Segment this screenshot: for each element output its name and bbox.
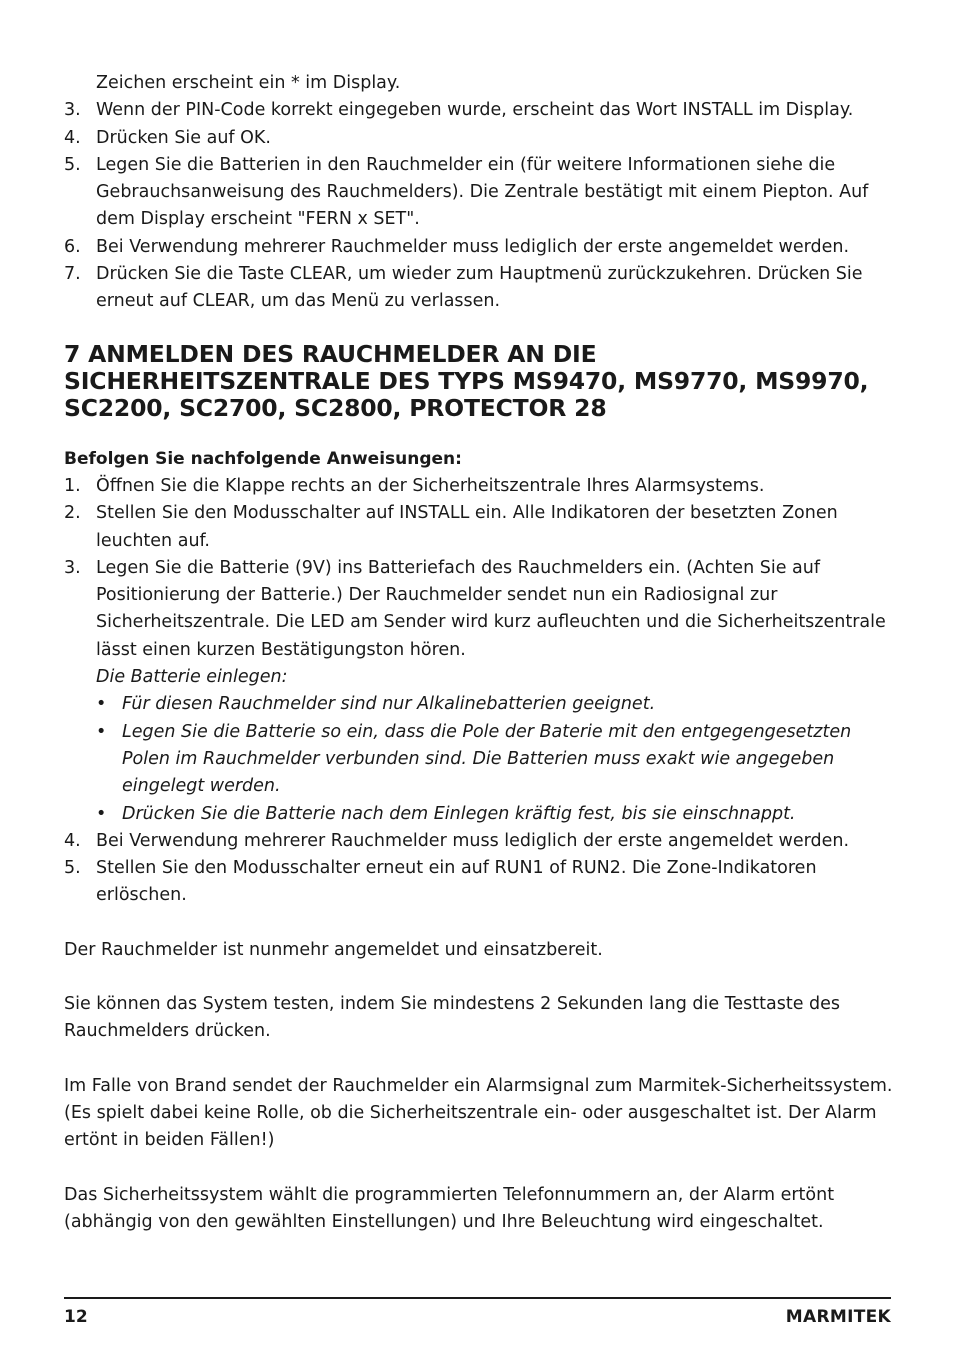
list-item [64, 152, 894, 234]
section-heading [64, 341, 894, 422]
bullet-text: Drücken Sie die Batterie nach dem Einlegen kräftig fest, bis sie einschnappt. [122, 803, 796, 824]
list-item [64, 261, 894, 316]
list-item [64, 828, 894, 855]
bullet-dot: • [96, 721, 107, 742]
step-text: Legen Sie die Batterie (9V) ins Batteriefach des Rauchmelders ein. (Achten Sie auf Positionierung der Batterie.) Der Rauchmelder sendet nun ein Radiosignal zur Sicherheitszentrale. Die LED am Sender wird kurz aufleuchten und die Sicherheitszentrale lässt einen kurzen Bestätigungston hören. [96, 557, 886, 660]
heading-line: SICHERHEITSZENTRALE DES TYPS MS9470, MS9770, MS9970, [64, 366, 869, 395]
step-number: 6. [64, 236, 81, 257]
bullet-item [96, 719, 894, 801]
paragraph: Der Rauchmelder ist nunmehr angemeldet und einsatzbereit. [64, 939, 603, 960]
bullet-text: Für diesen Rauchmelder sind nur Alkalinebatterien geeignet. [122, 694, 656, 715]
page-content [64, 70, 894, 1236]
step-text: Legen Sie die Batterien in den Rauchmelder ein (für weitere Informationen siehe die Gebrauchsanweisung des Rauchmelders). Die Zentrale bestätigt mit einem Piepton. Auf dem Display erscheint "FERN x SET". [96, 154, 869, 230]
steps-list-a [64, 97, 894, 315]
step-text: Bei Verwendung mehrerer Rauchmelder muss lediglich der erste angemeldet werden. [96, 830, 850, 851]
step-text: Bei Verwendung mehrerer Rauchmelder muss lediglich der erste angemeldet werden. [96, 236, 850, 257]
bullet-text: Legen Sie die Batterie so ein, dass die Pole der Baterie mit den entgegengesetzten Polen im Rauchmelder verbunden sind. Die Batterien muss exakt wie angegeben eingelegt werden. [122, 721, 852, 797]
step-number: 3. [64, 100, 81, 121]
step-number: 4. [64, 127, 81, 148]
battery-note: Die Batterie einlegen: [96, 667, 288, 688]
bullet-item [96, 801, 894, 828]
list-item [64, 855, 894, 910]
steps-list-b [64, 473, 894, 910]
step-text: Stellen Sie den Modusschalter erneut ein auf RUN1 of RUN2. Die Zone-Indikatoren erlöschen. [96, 858, 817, 906]
heading-line: SC2200, SC2700, SC2800, PROTECTOR 28 [64, 393, 607, 422]
list-item [64, 500, 894, 555]
step-text: Öffnen Sie die Klappe rechts an der Sicherheitszentrale Ihres Alarmsystems. [96, 475, 765, 496]
battery-bullets [96, 691, 894, 827]
list-item [64, 473, 894, 500]
section-subheading: Befolgen Sie nachfolgende Anweisungen: [64, 448, 462, 469]
step-text: Wenn der PIN-Code korrekt eingegeben wurde, erscheint das Wort INSTALL im Display. [96, 100, 854, 121]
heading-line: 7 ANMELDEN DES RAUCHMELDER AN DIE [64, 339, 597, 368]
bullet-dot: • [96, 803, 107, 824]
step-number: 2. [64, 503, 81, 524]
list-item [64, 234, 894, 261]
intro-continuation: Zeichen erscheint ein * im Display. [96, 73, 401, 93]
step-number: 3. [64, 557, 81, 578]
step-number: 1. [64, 475, 81, 496]
step-number: 7. [64, 264, 81, 285]
step-number: 4. [64, 830, 81, 851]
list-item [64, 97, 894, 124]
step-text: Stellen Sie den Modusschalter auf INSTALL ein. Alle Indikatoren der besetzten Zonen leuchten auf. [96, 503, 838, 551]
step-text: Drücken Sie auf OK. [96, 127, 271, 148]
step-text: Drücken Sie die Taste CLEAR, um wieder zum Hauptmenü zurückzukehren. Drücken Sie erneut auf CLEAR, um das Menü zu verlassen. [96, 264, 863, 312]
page-number: 12 [64, 1307, 88, 1327]
bullet-item [96, 691, 894, 718]
brand-name: MARMITEK [785, 1307, 891, 1327]
paragraph: Das Sicherheitssystem wählt die programmierten Telefonnummern an, der Alarm ertönt (abhängig von den gewählten Einstellungen) und Ihre Beleuchtung wird eingeschaltet. [64, 1184, 835, 1232]
list-item [64, 555, 894, 828]
footer-divider [64, 1297, 891, 1299]
step-number: 5. [64, 858, 81, 879]
list-item [64, 125, 894, 152]
step-number: 5. [64, 154, 81, 175]
paragraph: Sie können das System testen, indem Sie mindestens 2 Sekunden lang die Testtaste des Rauchmelders drücken. [64, 994, 841, 1042]
paragraph: Im Falle von Brand sendet der Rauchmelder ein Alarmsignal zum Marmitek-Sicherheitssystem. (Es spielt dabei keine Rolle, ob die Sicherheitszentrale ein- oder ausgeschaltet ist. Der Alarm ertönt in beiden Fällen!) [64, 1075, 893, 1151]
bullet-dot: • [96, 694, 107, 715]
